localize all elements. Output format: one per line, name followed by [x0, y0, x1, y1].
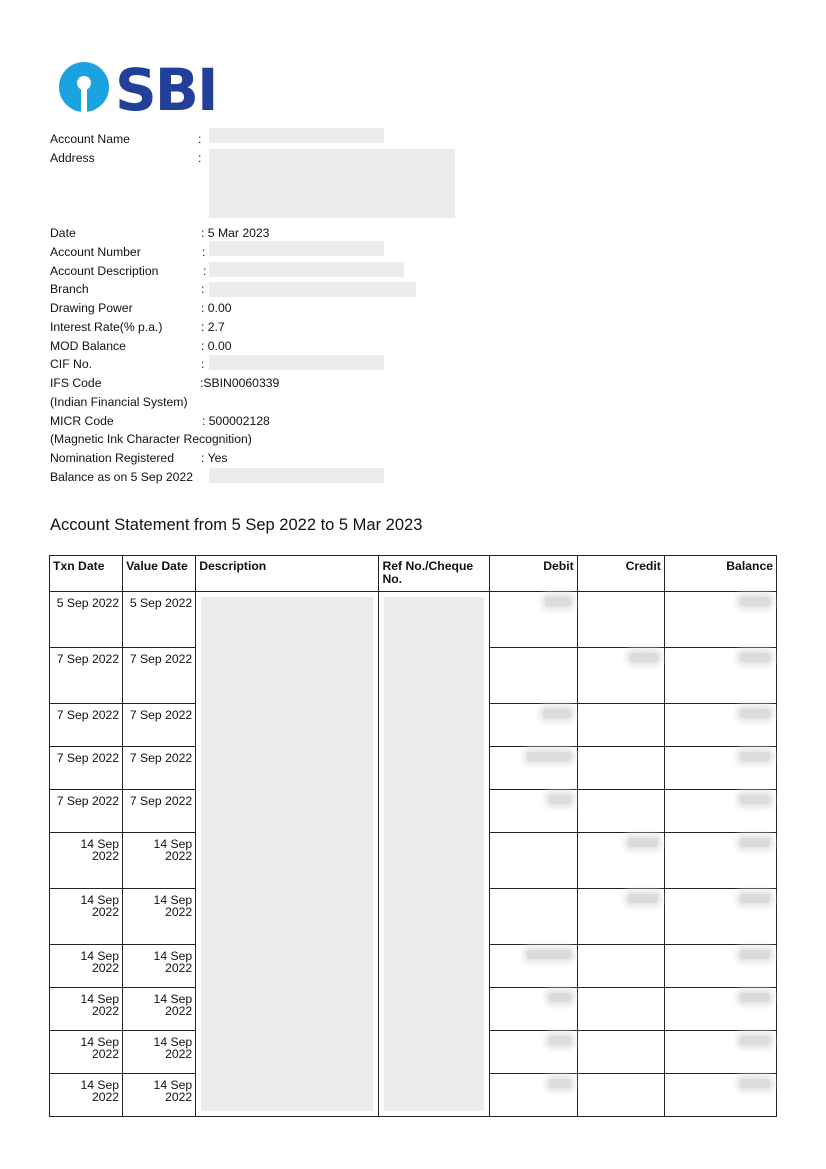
value-date-cell: 7 Sep 2022 [123, 747, 196, 790]
credit-cell [577, 592, 664, 648]
date-value: 5 Mar 2023 [207, 226, 270, 240]
sbi-logo [58, 58, 218, 116]
micr-code-expansion: (Magnetic Ink Character Recognition) [50, 432, 252, 446]
debit-redaction [527, 950, 571, 959]
debit-cell [489, 648, 577, 704]
opening-balance-redaction [209, 468, 384, 483]
credit-cell [577, 1074, 664, 1117]
balance-cell [664, 747, 776, 790]
interest-rate-label: Interest Rate(% p.a.) [50, 320, 163, 334]
transactions-table [49, 555, 777, 1117]
cif-no-label: CIF No. [50, 357, 92, 371]
cif-no-sep: : [201, 357, 205, 371]
value-date-cell: 14 Sep 2022 [123, 833, 196, 889]
txn-date-cell: 14 Sep 2022 [50, 1074, 123, 1117]
micr-code-value: 500002128 [208, 414, 270, 428]
balance-cell [664, 704, 776, 747]
debit-cell [489, 889, 577, 945]
value-date-cell: 14 Sep 2022 [123, 945, 196, 988]
branch-sep: : [201, 282, 205, 296]
credit-cell [577, 1031, 664, 1074]
balance-cell [664, 833, 776, 889]
address-label: Address [50, 151, 95, 165]
ifs-code-expansion: (Indian Financial System) [50, 395, 188, 409]
txn-date-cell: 14 Sep 2022 [50, 1031, 123, 1074]
balance-redaction [740, 838, 770, 847]
value-date-cell: 14 Sep 2022 [123, 889, 196, 945]
debit-cell [489, 1074, 577, 1117]
date-label: Date [50, 226, 76, 240]
balance-cell [664, 1031, 776, 1074]
account-number-redaction [209, 241, 384, 256]
debit-redaction [549, 1079, 571, 1088]
mod-balance-label: MOD Balance [50, 339, 126, 353]
account-number-label: Account Number [50, 245, 141, 259]
balance-redaction [740, 597, 770, 606]
account-name-sep: : [198, 132, 202, 146]
balance-redaction [740, 1079, 770, 1088]
debit-cell [489, 592, 577, 648]
ifs-code-sep: : [200, 376, 204, 390]
debit-cell [489, 790, 577, 833]
col-description: Description [196, 556, 379, 592]
balance-redaction [740, 653, 770, 662]
opening-balance-label: Balance as on 5 Sep 2022 [50, 470, 193, 484]
nomination-sep: : [201, 451, 205, 465]
balance-cell [664, 988, 776, 1031]
col-balance: Balance [664, 556, 776, 592]
debit-cell [489, 747, 577, 790]
txn-date-cell: 7 Sep 2022 [50, 648, 123, 704]
statement-title: Account Statement from 5 Sep 2022 to 5 Mar 2023 [50, 516, 423, 534]
drawing-power-label: Drawing Power [50, 301, 133, 315]
branch-redaction [209, 282, 416, 297]
balance-cell [664, 889, 776, 945]
debit-cell [489, 945, 577, 988]
debit-cell [489, 704, 577, 747]
value-date-cell: 7 Sep 2022 [123, 790, 196, 833]
ifs-code-value: SBIN0060339 [203, 376, 280, 390]
mod-balance-value: 0.00 [207, 339, 232, 353]
cif-no-redaction [209, 355, 384, 370]
debit-redaction [527, 752, 571, 761]
description-redacted-column [196, 592, 379, 1117]
address-redaction [209, 149, 455, 218]
balance-redaction [740, 1036, 770, 1045]
description-redaction [201, 597, 373, 1111]
account-description-redaction [209, 262, 404, 277]
drawing-power-sep: : [201, 301, 205, 315]
mod-balance-sep: : [201, 339, 205, 353]
balance-cell [664, 790, 776, 833]
txn-date-cell: 14 Sep 2022 [50, 945, 123, 988]
credit-cell [577, 747, 664, 790]
credit-cell [577, 648, 664, 704]
nomination-label: Nomination Registered [50, 451, 174, 465]
debit-redaction [549, 1036, 571, 1045]
interest-rate-sep: : [201, 320, 205, 334]
debit-redaction [543, 709, 571, 718]
account-number-sep: : [202, 245, 206, 259]
credit-redaction [630, 653, 658, 662]
ifs-code-label: IFS Code [50, 376, 102, 390]
col-ref-no: Ref No./Cheque No. [379, 556, 489, 592]
account-description-sep: : [203, 264, 207, 278]
date-sep: : [201, 226, 205, 240]
txn-date-cell: 5 Sep 2022 [50, 592, 123, 648]
balance-cell [664, 945, 776, 988]
svg-text:SBI: SBI [115, 58, 217, 116]
nomination-value: Yes [207, 451, 228, 465]
account-name-label: Account Name [50, 132, 130, 146]
debit-cell [489, 988, 577, 1031]
value-date-cell: 5 Sep 2022 [123, 592, 196, 648]
credit-cell [577, 833, 664, 889]
account-description-label: Account Description [50, 264, 159, 278]
balance-redaction [740, 709, 770, 718]
credit-cell [577, 988, 664, 1031]
drawing-power-value: 0.00 [207, 301, 232, 315]
credit-cell [577, 945, 664, 988]
credit-cell [577, 790, 664, 833]
balance-redaction [740, 894, 770, 903]
interest-rate-value: 2.7 [207, 320, 225, 334]
txn-date-cell: 14 Sep 2022 [50, 889, 123, 945]
value-date-cell: 7 Sep 2022 [123, 704, 196, 747]
branch-label: Branch [50, 282, 89, 296]
debit-redaction [549, 993, 571, 1002]
balance-redaction [740, 752, 770, 761]
balance-cell [664, 648, 776, 704]
col-debit: Debit [489, 556, 577, 592]
balance-redaction [740, 950, 770, 959]
txn-date-cell: 7 Sep 2022 [50, 747, 123, 790]
debit-cell [489, 1031, 577, 1074]
txn-date-cell: 14 Sep 2022 [50, 833, 123, 889]
txn-date-cell: 7 Sep 2022 [50, 704, 123, 747]
balance-redaction [740, 795, 770, 804]
col-txn-date: Txn Date [50, 556, 123, 592]
debit-cell [489, 833, 577, 889]
credit-cell [577, 889, 664, 945]
account-name-redaction [209, 128, 384, 143]
balance-cell [664, 1074, 776, 1117]
value-date-cell: 7 Sep 2022 [123, 648, 196, 704]
value-date-cell: 14 Sep 2022 [123, 1074, 196, 1117]
micr-code-sep: : [202, 414, 206, 428]
value-date-cell: 14 Sep 2022 [123, 988, 196, 1031]
col-credit: Credit [577, 556, 664, 592]
value-date-cell: 14 Sep 2022 [123, 1031, 196, 1074]
col-value-date: Value Date [123, 556, 196, 592]
table-header-row [50, 556, 777, 592]
ref-no-redacted-column [379, 592, 489, 1117]
balance-redaction [740, 993, 770, 1002]
micr-code-label: MICR Code [50, 414, 114, 428]
credit-redaction [628, 838, 658, 847]
ref-no-redaction [384, 597, 483, 1111]
balance-cell [664, 592, 776, 648]
credit-redaction [628, 894, 658, 903]
table-row [50, 592, 777, 648]
txn-date-cell: 14 Sep 2022 [50, 988, 123, 1031]
credit-cell [577, 704, 664, 747]
address-sep: : [198, 151, 202, 165]
txn-date-cell: 7 Sep 2022 [50, 790, 123, 833]
debit-redaction [545, 597, 571, 606]
debit-redaction [549, 795, 571, 804]
